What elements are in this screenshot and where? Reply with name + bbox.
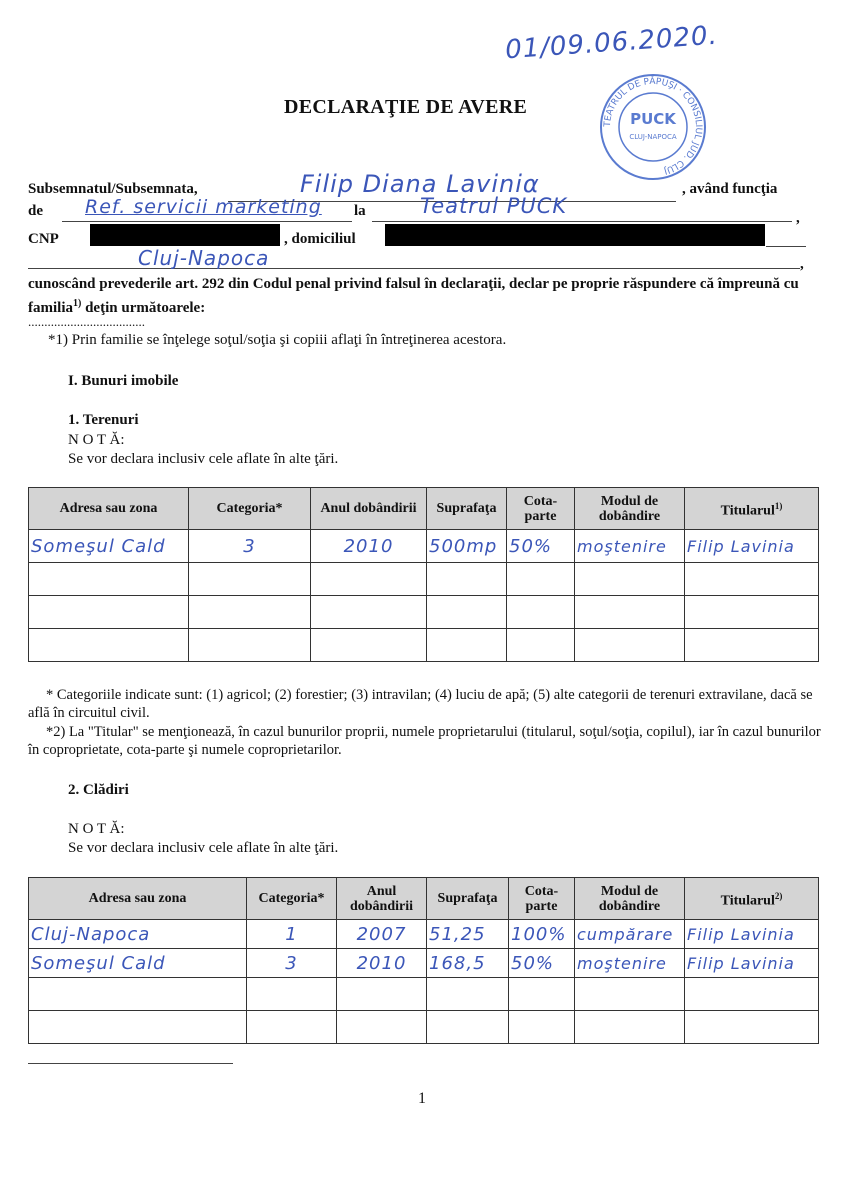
table-row: Someşul Cald 3 2010 500mp 50% moştenire Filip Lavinia (29, 530, 819, 563)
stamp-ring-text: TEATRUL DE PĂPUŞI · CONSILIUL JUD. CLUJ (602, 76, 704, 176)
col-suprafata: Suprafaţa (427, 878, 509, 920)
cnp-redacted (90, 224, 280, 246)
institution-stamp-icon (598, 72, 708, 182)
label-la: la (354, 203, 366, 219)
page-number: 1 (418, 1090, 426, 1107)
col-categoria: Categoria* (247, 878, 337, 920)
label-subsemnatul: Subsemnatul/Subsemnata, (28, 181, 198, 197)
declarant-residence: Cluj-Napoca (138, 246, 270, 270)
terenuri-table (28, 487, 819, 662)
declarant-employer: Teatrul PUCK (420, 194, 568, 218)
col-titularul: Titularul$^{2)}$ (685, 878, 819, 920)
footnote-family: *1) Prin familie se înţelege soţul/soţia şi copiii aflaţi în întreţinerea acestora. (48, 332, 507, 348)
section-imobile: I. Bunuri imobile (68, 373, 179, 389)
label-cnp: CNP (28, 231, 59, 247)
cladiri-table (28, 877, 819, 1044)
table-row (29, 629, 819, 662)
table-row (29, 1011, 819, 1044)
dots-line: .................................... (28, 314, 145, 329)
col-titularul: Titularul$^{1)}$ (685, 488, 819, 530)
col-categoria: Categoria* (189, 488, 311, 530)
table-row (29, 563, 819, 596)
cladiri-nota: N O T Ă: (68, 821, 125, 837)
document-title: DECLARAŢIE DE AVERE (284, 96, 528, 118)
declarant-function: Ref. servicii marketing (85, 196, 322, 218)
col-adresa: Adresa sau zona (29, 488, 189, 530)
terenuri-heading: 1. Terenuri (68, 412, 139, 428)
terenuri-nota-text: Se vor declara inclusiv cele aflate în alte ţări. (68, 451, 339, 467)
address-redacted (385, 224, 765, 246)
table-row (29, 596, 819, 629)
handwritten-date: 01/09.06.2020. (504, 20, 719, 66)
col-modul: Modul de dobândire (575, 878, 685, 920)
table-row: Cluj-Napoca 1 2007 51,25 100% cumpărare Filip Lavinia (29, 920, 819, 949)
col-cota: Cota-parte (507, 488, 575, 530)
stamp-center-city: CLUJ-NAPOCA (629, 133, 677, 141)
col-cota: Cota-parte (509, 878, 575, 920)
cladiri-heading: 2. Clădiri (68, 782, 129, 798)
footnote-separator (28, 1063, 233, 1064)
label-domiciliul: , domiciliul (284, 231, 356, 247)
terenuri-nota: N O T Ă: (68, 432, 125, 448)
categorii-note: * Categoriile indicate sunt: (1) agricol; (2) forestier; (3) intravilan; (4) luciu de apă; (5) alte categorii de terenuri extravilane, dacă se află în circuitul civil. (28, 687, 813, 721)
titular-note: *2) La "Titular" se menţionează, în cazul bunurilor proprii, numele proprietarului (titularul, soţul/soţia, copilul), iar în cazul bunurilor în coproprietate, cota-parte şi numele coproprietarilor. (28, 724, 821, 758)
col-anul: Anul dobândirii (311, 488, 427, 530)
col-anul: Anul dobândirii (337, 878, 427, 920)
table-row: Someşul Cald 3 2010 168,5 50% moştenire Filip Lavinia (29, 949, 819, 978)
label-functia: , având funcţia (682, 181, 778, 197)
table-row (29, 978, 819, 1011)
cladiri-nota-text: Se vor declara inclusiv cele aflate în alte ţări. (68, 840, 339, 856)
declarant-name: Filip Diana Laviniα (300, 170, 540, 198)
col-modul: Modul de dobândire (575, 488, 685, 530)
col-adresa: Adresa sau zona (29, 878, 247, 920)
label-de: de (28, 203, 43, 219)
col-suprafata: Suprafaţa (427, 488, 507, 530)
stamp-center-name: PUCK (630, 110, 676, 128)
statement-text: cunoscând prevederile art. 292 din Codul penal privind falsul în declaraţii, declar pe proprie răspundere că împreună cu familia$^{1)}$ deţin următoarele: (28, 276, 799, 316)
